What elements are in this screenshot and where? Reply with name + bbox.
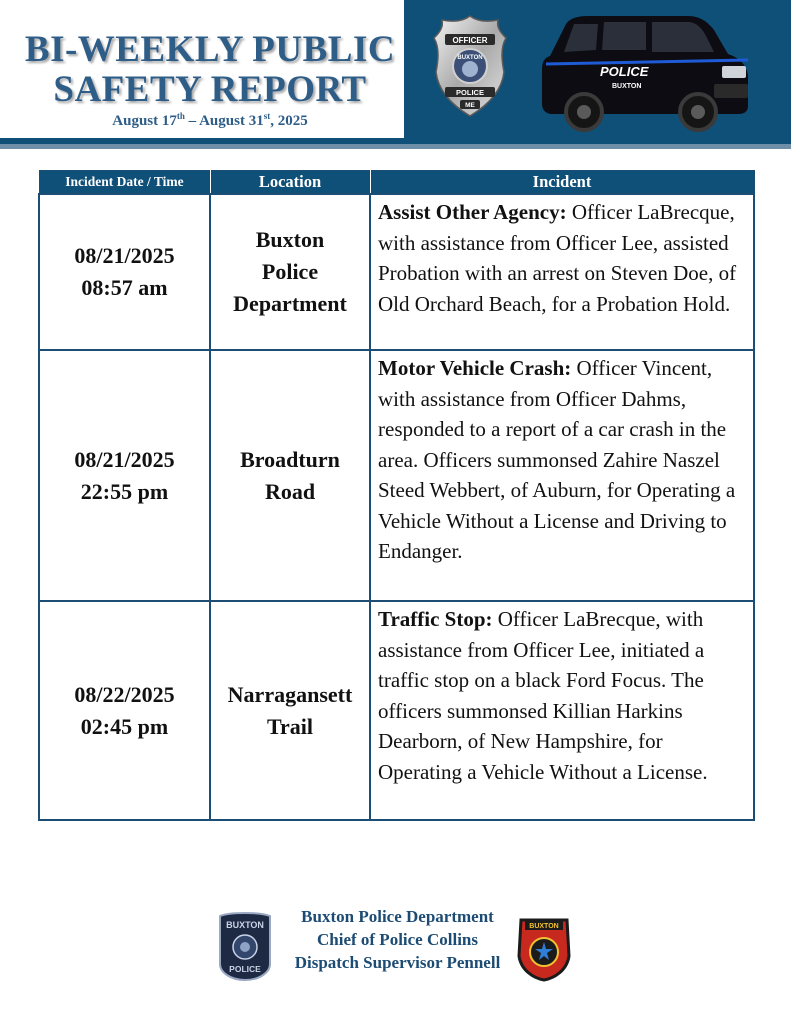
incident-description-cell [370,601,754,820]
incident-type: Traffic Stop: [378,607,493,631]
title-block [0,0,404,138]
date-year: , 2025 [270,113,308,129]
badge-text-bottom: POLICE [456,88,484,97]
badge-text-state: ME [465,102,475,109]
patch-left-top-text: BUXTON [226,920,264,930]
location-line: Broadturn [240,446,340,472]
incident-text: Officer LaBrecque, with assistance from Officer Lee, initiated a traffic stop on a black Ford Focus. The officers summonsed Killian Harkins Dearborn, of New Hampshire, for Operating a Vehicle Without a License. [378,607,708,784]
patch-right-top-text: BUXTON [529,923,559,930]
badge-text-mid: BUXTON [457,55,483,61]
table-header-row [39,171,754,195]
incident-time: 02:45 pm [80,713,169,739]
table-row [39,601,754,820]
incident-description-cell [370,350,754,601]
fire-rescue-patch-icon [515,916,573,982]
location-line: Trail [266,713,314,739]
incident-location-cell [210,601,370,820]
incident-table [38,170,755,821]
incident-date: 08/22/2025 [74,681,175,707]
police-cruiser-icon [538,14,750,134]
incident-text: Officer LaBrecque, with assistance from Officer Lee, assisted Probation with an arrest on Steven Doe, of Old Orchard Beach, for a Probation Hold. [378,200,737,316]
incident-text: Officer Vincent, with assistance from Officer Dahms, responded to a report of a car crash in the area. Officers summonsed Zahire Naszel Steed Webbert, of Auburn, for Operating a Vehicle Without a License and Driving to Endanger. [378,356,736,563]
report-header [0,0,791,150]
incident-datetime-cell [39,350,210,601]
incident-location-cell [210,350,370,601]
incident-time: 08:57 am [81,275,168,300]
date-start-suffix: th [176,111,185,121]
incident-datetime-cell [39,601,210,820]
date-separator: – [184,113,200,129]
date-start: August 17 [112,113,177,129]
incident-date: 08/21/2025 [74,446,175,472]
incident-time: 22:55 pm [80,478,169,504]
table-row [39,194,754,350]
incident-datetime-cell [39,194,210,350]
incident-table-wrapper [38,170,753,821]
header-divider-shade [0,144,791,149]
location-line: Road [264,478,316,504]
incident-description-cell [370,194,754,350]
incident-type: Motor Vehicle Crash: [378,356,572,380]
police-badge-icon [432,14,508,118]
incident-type: Assist Other Agency: [378,200,567,224]
patch-left-bottom-text: POLICE [229,964,261,974]
column-header-incident: Incident [370,171,754,195]
footer-department: Buxton Police Department [301,907,494,926]
date-end-suffix: st [263,111,271,121]
location-line: Police [261,259,319,284]
date-end: August 31 [199,113,264,129]
location-line: Buxton [255,227,325,252]
column-header-location: Location [210,171,370,195]
incident-location-cell [210,194,370,350]
footer-dispatch: Dispatch Supervisor Pennell [294,953,501,972]
incident-date: 08/21/2025 [74,243,175,268]
report-title-line1: BI-WEEKLY PUBLIC [24,29,396,70]
table-row [39,350,754,601]
report-title-line2: SAFETY REPORT [53,69,367,110]
location-line: Department [233,291,347,316]
cruiser-door-text: POLICE [600,64,649,79]
cruiser-door-subtext: BUXTON [612,83,642,90]
report-date-range [0,111,420,130]
footer-contact-block [275,905,520,974]
location-line: Narragansett [227,681,353,707]
badge-text-top: OFFICER [452,36,488,45]
column-header-date: Incident Date / Time [39,171,210,195]
police-patch-icon [216,910,274,982]
footer-chief: Chief of Police Collins [316,930,478,949]
